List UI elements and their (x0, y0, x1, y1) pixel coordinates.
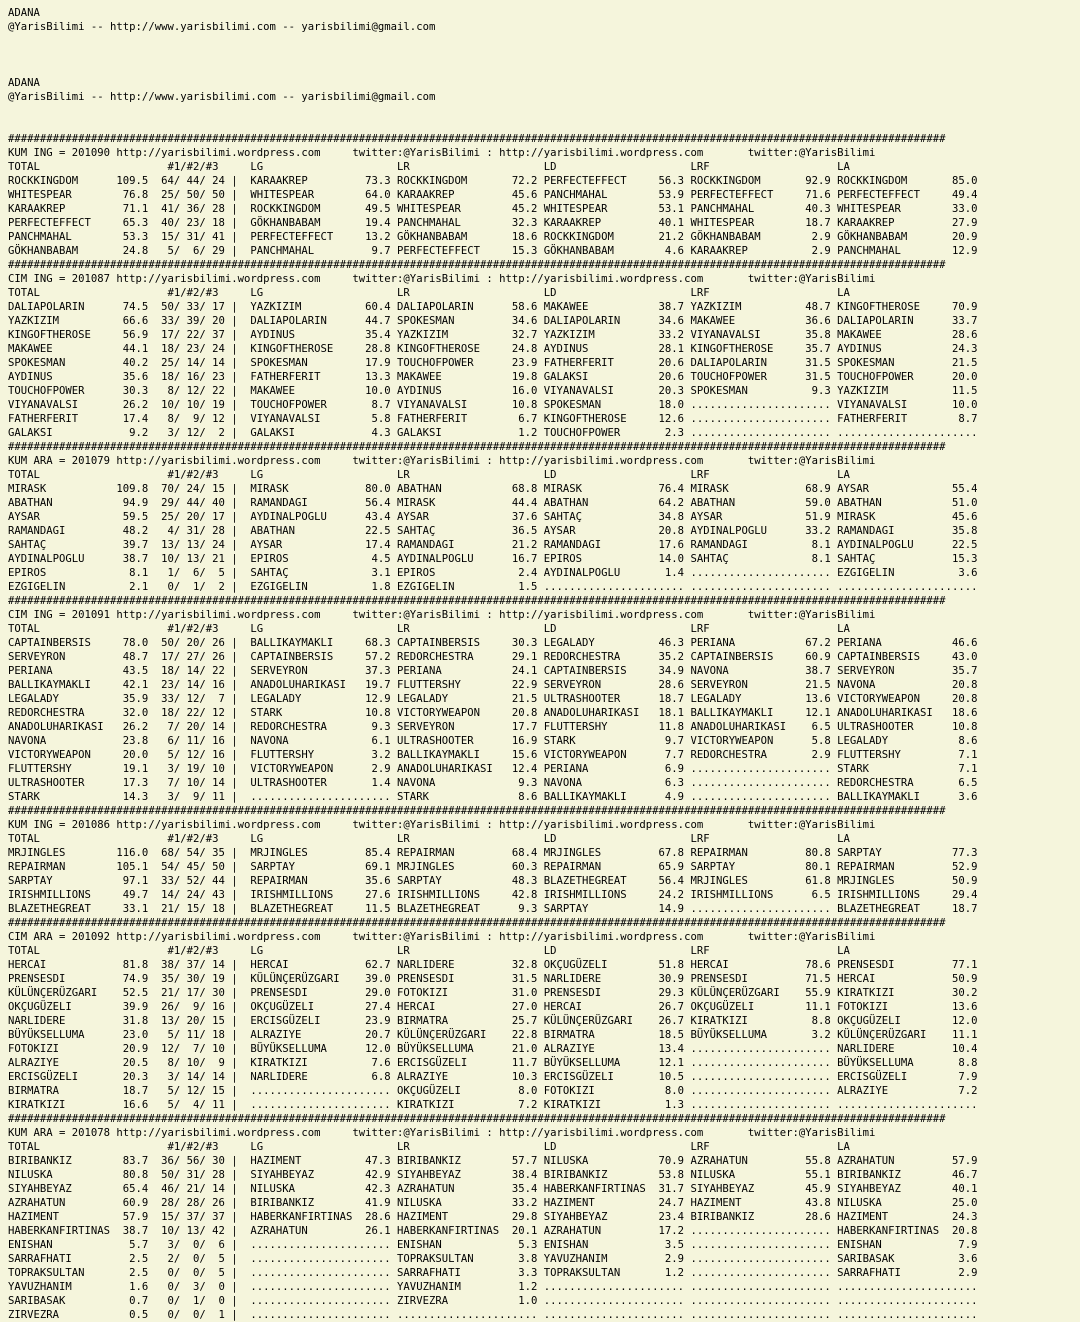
text-line: FATHERFERIT 17.4 8/ 9/ 12 | VIYANAVALSI 5.8 FATHERFERIT 6.7 KINGOFTHEROSE 12.6 ...................... FATHERFERIT 8.7 (8, 413, 978, 425)
text-line: TOTAL #1/#2/#3 LG LR LD LRF LA (8, 287, 850, 299)
text-line: IRISHMILLIONS 49.7 14/ 24/ 43 | IRISHMILLIONS 27.6 IRISHMILLIONS 42.8 IRISHMILLIONS 24.2 IRISHMILLIONS 6.5 IRISHMILLIONS 29.4 (8, 889, 978, 901)
text-line (8, 104, 1072, 118)
text-line (8, 118, 1072, 132)
text-line: TOUCHOFPOWER 30.3 8/ 12/ 22 | MAKAWEE 10.0 AYDINUS 16.0 VIYANAVALSI 20.3 SPOKESMAN 9.3 YAZKIZIM 11.5 (8, 385, 978, 397)
text-line: ADANA (8, 7, 40, 19)
text-line: TOTAL #1/#2/#3 LG LR LD LRF LA (8, 945, 850, 957)
text-line: AYDINUS 35.6 18/ 16/ 23 | FATHERFERIT 13.3 MAKAWEE 19.8 GALAKSI 20.6 TOUCHOFPOWER 31.5 TOUCHOFPOWER 20.0 (8, 371, 978, 383)
text-line: MRJINGLES 116.0 68/ 54/ 35 | MRJINGLES 85.4 REPAIRMAN 68.4 MRJINGLES 67.8 REPAIRMAN 80.8 SARPTAY 77.3 (8, 847, 978, 859)
text-line: KUM ARA = 201078 http://yarisbilimi.wordpress.com twitter:@YarisBilimi : http://yarisbilimi.wordpress.com twitter:@YarisBilimi (8, 1127, 876, 1139)
text-line: KINGOFTHEROSE 56.9 17/ 22/ 37 | AYDINUS 35.4 YAZKIZIM 32.7 YAZKIZIM 33.2 VIYANAVALSI 35.8 MAKAWEE 28.6 (8, 329, 978, 341)
text-line: ROCKKINGDOM 109.5 64/ 44/ 24 | KARAAKREP 73.3 ROCKKINGDOM 72.2 PERFECTEFFECT 56.3 ROCKKINGDOM 92.9 ROCKKINGDOM 85.0 (8, 175, 978, 187)
text-line: HAZIMENT 57.9 15/ 37/ 37 | HABERKANFIRTINAS 28.6 HAZIMENT 29.8 SIYAHBEYAZ 23.4 BIRIBANKIZ 28.6 HAZIMENT 24.3 (8, 1211, 978, 1223)
text-line (8, 34, 1072, 48)
text-line: TOPRAKSULTAN 2.5 0/ 0/ 5 | ...................... SARRAFHATI 3.3 TOPRAKSULTAN 1.2 ...................... SARRAFHATI 2.9 (8, 1267, 978, 1279)
text-line: YAZKIZIM 66.6 33/ 39/ 20 | DALIAPOLARIN 44.7 SPOKESMAN 34.6 DALIAPOLARIN 34.6 MAKAWEE 36.6 DALIAPOLARIN 33.7 (8, 315, 978, 327)
text-line: GALAKSI 9.2 3/ 12/ 2 | GALAKSI 4.3 GALAKSI 1.2 TOUCHOFPOWER 2.3 ...................... ...................... (8, 427, 978, 439)
text-line: TOTAL #1/#2/#3 LG LR LD LRF LA (8, 469, 850, 481)
text-line: BIRIBANKIZ 83.7 36/ 56/ 30 | HAZIMENT 47.3 BIRIBANKIZ 57.7 NILUSKA 70.9 AZRAHATUN 55.8 AZRAHATUN 57.9 (8, 1155, 978, 1167)
text-line: ################################################################################################################################################### (8, 805, 946, 817)
text-line: KUM ING = 201086 http://yarisbilimi.wordpress.com twitter:@YarisBilimi : http://yarisbilimi.wordpress.com twitter:@YarisBilimi (8, 819, 876, 831)
text-line: BLAZETHEGREAT 33.1 21/ 15/ 18 | BLAZETHEGREAT 11.5 BLAZETHEGREAT 9.3 SARPTAY 14.9 ...................... BLAZETHEGREAT 18.7 (8, 903, 978, 915)
text-line: ################################################################################################################################################### (8, 1113, 946, 1125)
text-line: HERCAI 81.8 38/ 37/ 14 | HERCAI 62.7 NARLIDERE 32.8 OKÇUGÜZELI 51.8 HERCAI 78.6 PRENSESDI 77.1 (8, 959, 978, 971)
text-line: CIM ING = 201091 http://yarisbilimi.wordpress.com twitter:@YarisBilimi : http://yarisbilimi.wordpress.com twitter:@YarisBilimi (8, 609, 876, 621)
text-line: REDORCHESTRA 32.0 18/ 22/ 12 | STARK 10.8 VICTORYWEAPON 20.8 ANADOLUHARIKASI 18.1 BALLIKAYMAKLI 12.1 ANADOLUHARIKASI 18.6 (8, 707, 978, 719)
text-line: BIRMATRA 18.7 5/ 12/ 15 | ...................... OKÇUGÜZELI 8.0 FOTOKIZI 8.0 ...................... ALRAZIYE 7.2 (8, 1085, 978, 1097)
text-line: AYSAR 59.5 25/ 20/ 17 | AYDINALPOGLU 43.4 AYSAR 37.6 SAHTAÇ 34.8 AYSAR 51.9 MIRASK 45.6 (8, 511, 978, 523)
text-line: PRENSESDI 74.9 35/ 30/ 19 | KÜLÜNÇERÜZGARI 39.0 PRENSESDI 31.5 NARLIDERE 30.9 PRENSESDI 71.5 HERCAI 50.9 (8, 973, 978, 985)
text-line: AYDINALPOGLU 38.7 10/ 13/ 21 | EPIROS 4.5 AYDINALPOGLU 16.7 EPIROS 14.0 SAHTAÇ 8.1 SAHTAÇ 15.3 (8, 553, 978, 565)
text-line: KÜLÜNÇERÜZGARI 52.5 21/ 17/ 30 | PRENSESDI 29.0 FOTOKIZI 31.0 PRENSESDI 29.3 KÜLÜNÇERÜZGARI 55.9 KIRATKIZI 30.2 (8, 987, 978, 999)
text-line: NAVONA 23.8 6/ 11/ 16 | NAVONA 6.1 ULTRASHOOTER 16.9 STARK 9.7 VICTORYWEAPON 5.8 LEGALADY 8.6 (8, 735, 978, 747)
text-line: FOTOKIZI 20.9 12/ 7/ 10 | BÜYÜKSELLUMA 12.0 BÜYÜKSELLUMA 21.0 ALRAZIYE 13.4 ...................... NARLIDERE 10.4 (8, 1043, 978, 1055)
text-line: ADANA (8, 77, 40, 89)
text-line: WHITESPEAR 76.8 25/ 50/ 50 | WHITESPEAR 64.0 KARAAKREP 45.6 PANCHMAHAL 53.9 PERFECTEFFECT 71.6 PERFECTEFFECT 49.4 (8, 189, 978, 201)
text-line: PANCHMAHAL 53.3 15/ 31/ 41 | PERFECTEFFECT 13.2 GÖKHANBABAM 18.6 ROCKKINGDOM 21.2 GÖKHANBABAM 2.9 GÖKHANBABAM 20.9 (8, 231, 978, 243)
text-line: YAVUZHANIM 1.6 0/ 3/ 0 | ...................... YAVUZHANIM 1.2 ...................... ...................... ...................... (8, 1281, 978, 1293)
text-line: ANADOLUHARIKASI 26.2 7/ 20/ 14 | REDORCHESTRA 9.3 SERVEYRON 17.7 FLUTTERSHY 11.8 ANADOLUHARIKASI 6.5 ULTRASHOOTER 10.8 (8, 721, 978, 733)
text-line (8, 48, 1072, 62)
text-line: AZRAHATUN 60.9 28/ 28/ 26 | BIRIBANKIZ 41.9 NILUSKA 33.2 HAZIMENT 24.7 HAZIMENT 43.8 NILUSKA 25.0 (8, 1197, 978, 1209)
text-line: PERIANA 43.5 18/ 14/ 22 | SERVEYRON 37.3 PERIANA 24.1 CAPTAINBERSIS 34.9 NAVONA 38.7 SERVEYRON 35.7 (8, 665, 978, 677)
text-line: KIRATKIZI 16.6 5/ 4/ 11 | ...................... KIRATKIZI 7.2 KIRATKIZI 1.3 ...................... ...................... (8, 1099, 978, 1111)
text-line: ABATHAN 94.9 29/ 44/ 40 | RAMANDAGI 56.4 MIRASK 44.4 ABATHAN 64.2 ABATHAN 59.0 ABATHAN 51.0 (8, 497, 978, 509)
text-line: VIYANAVALSI 26.2 10/ 10/ 19 | TOUCHOFPOWER 8.7 VIYANAVALSI 10.8 SPOKESMAN 18.0 ...................... VIYANAVALSI 10.0 (8, 399, 978, 411)
text-line: LEGALADY 35.9 33/ 12/ 7 | LEGALADY 12.9 LEGALADY 21.5 ULTRASHOOTER 18.7 LEGALADY 13.6 VICTORYWEAPON 20.8 (8, 693, 978, 705)
text-line: SIYAHBEYAZ 65.4 46/ 21/ 14 | NILUSKA 42.3 AZRAHATUN 35.4 HABERKANFIRTINAS 31.7 SIYAHBEYAZ 45.9 SIYAHBEYAZ 40.1 (8, 1183, 978, 1195)
text-line: NARLIDERE 31.8 13/ 20/ 15 | ERCISGÜZELI 23.9 BIRMATRA 25.7 KÜLÜNÇERÜZGARI 26.7 KIRATKIZI 8.8 OKÇUGÜZELI 12.0 (8, 1015, 978, 1027)
text-line: ULTRASHOOTER 17.3 7/ 10/ 14 | ULTRASHOOTER 1.4 NAVONA 9.3 NAVONA 6.3 ...................... REDORCHESTRA 6.5 (8, 777, 978, 789)
text-line: EZGIGELIN 2.1 0/ 1/ 2 | EZGIGELIN 1.8 EZGIGELIN 1.5 ...................... ...................... ...................... (8, 581, 978, 593)
text-line: TOTAL #1/#2/#3 LG LR LD LRF LA (8, 623, 850, 635)
text-line: NILUSKA 80.8 50/ 31/ 28 | SIYAHBEYAZ 42.9 SIYAHBEYAZ 38.4 BIRIBANKIZ 53.8 NILUSKA 55.1 BIRIBANKIZ 46.7 (8, 1169, 978, 1181)
text-line: @YarisBilimi -- http://www.yarisbilimi.com -- yarisbilimi@gmail.com (8, 21, 436, 33)
text-line: ZIRVEZRA 0.5 0/ 0/ 1 | ...................... ...................... ...................... ...................... ...................... (8, 1309, 978, 1321)
text-line: TOTAL #1/#2/#3 LG LR LD LRF LA (8, 1141, 850, 1153)
text-line: ################################################################################################################################################### (8, 441, 946, 453)
text-line: ALRAZIYE 20.5 8/ 10/ 9 | KIRATKIZI 7.6 ERCISGÜZELI 11.7 BÜYÜKSELLUMA 12.1 ...................... BÜYÜKSELLUMA 8.8 (8, 1057, 978, 1069)
text-line: OKÇUGÜZELI 39.9 26/ 9/ 16 | OKÇUGÜZELI 27.4 HERCAI 27.0 HERCAI 26.7 OKÇUGÜZELI 11.1 FOTOKIZI 13.6 (8, 1001, 978, 1013)
text-line: RAMANDAGI 48.2 4/ 31/ 28 | ABATHAN 22.5 SAHTAÇ 36.5 AYSAR 20.8 AYDINALPOGLU 33.2 RAMANDAGI 35.8 (8, 525, 978, 537)
text-line: MIRASK 109.8 70/ 24/ 15 | MIRASK 80.0 ABATHAN 68.8 MIRASK 76.4 MIRASK 68.9 AYSAR 55.4 (8, 483, 978, 495)
text-line: CAPTAINBERSIS 78.0 50/ 20/ 26 | BALLIKAYMAKLI 68.3 CAPTAINBERSIS 30.3 LEGALADY 46.3 PERIANA 67.2 PERIANA 46.6 (8, 637, 978, 649)
text-line: ################################################################################################################################################### (8, 917, 946, 929)
text-line: SPOKESMAN 40.2 25/ 14/ 14 | SPOKESMAN 17.9 TOUCHOFPOWER 23.9 FATHERFERIT 20.6 DALIAPOLARIN 31.5 SPOKESMAN 21.5 (8, 357, 978, 369)
text-line: SERVEYRON 48.7 17/ 27/ 26 | CAPTAINBERSIS 57.2 REDORCHESTRA 29.1 REDORCHESTRA 35.2 CAPTAINBERSIS 60.9 CAPTAINBERSIS 43.0 (8, 651, 978, 663)
text-line: HABERKANFIRTINAS 38.7 10/ 13/ 42 | AZRAHATUN 26.1 HABERKANFIRTINAS 20.1 AZRAHATUN 17.2 ...................... HABERKANFIRTINAS 20.8 (8, 1225, 978, 1237)
text-line: CIM ARA = 201092 http://yarisbilimi.wordpress.com twitter:@YarisBilimi : http://yarisbilimi.wordpress.com twitter:@YarisBilimi (8, 931, 876, 943)
text-line: MAKAWEE 44.1 18/ 23/ 24 | KINGOFTHEROSE 28.8 KINGOFTHEROSE 24.8 AYDINUS 28.1 KINGOFTHEROSE 35.7 AYDINUS 24.3 (8, 343, 978, 355)
text-line: ENISHAN 5.7 3/ 0/ 6 | ...................... ENISHAN 5.3 ENISHAN 3.5 ...................... ENISHAN 7.9 (8, 1239, 978, 1251)
text-line (8, 62, 1072, 76)
text-line: KARAAKREP 71.1 41/ 36/ 28 | ROCKKINGDOM 49.5 WHITESPEAR 45.2 WHITESPEAR 53.1 PANCHMAHAL 40.3 WHITESPEAR 33.0 (8, 203, 978, 215)
text-line: FLUTTERSHY 19.1 3/ 19/ 10 | VICTORYWEAPON 2.9 ANADOLUHARIKASI 12.4 PERIANA 6.9 ...................... STARK 7.1 (8, 763, 978, 775)
text-line: BÜYÜKSELLUMA 23.0 5/ 11/ 18 | ALRAZIYE 20.7 KÜLÜNÇERÜZGARI 22.8 BIRMATRA 18.5 BÜYÜKSELLUMA 3.2 KÜLÜNÇERÜZGARI 11.1 (8, 1029, 978, 1041)
text-line: ################################################################################################################################################### (8, 133, 946, 145)
text-line: ################################################################################################################################################### (8, 595, 946, 607)
text-line: KUM ARA = 201079 http://yarisbilimi.wordpress.com twitter:@YarisBilimi : http://yarisbilimi.wordpress.com twitter:@YarisBilimi (8, 455, 876, 467)
text-line: ################################################################################################################################################### (8, 259, 946, 271)
text-line: SARIBASAK 0.7 0/ 1/ 0 | ...................... ZIRVEZRA 1.0 ...................... ...................... ...................... (8, 1295, 978, 1307)
text-line: KUM ING = 201090 http://yarisbilimi.wordpress.com twitter:@YarisBilimi : http://yarisbilimi.wordpress.com twitter:@YarisBilimi (8, 147, 876, 159)
text-line: SAHTAÇ 39.7 13/ 13/ 24 | AYSAR 17.4 RAMANDAGI 21.2 RAMANDAGI 17.6 RAMANDAGI 8.1 AYDINALPOGLU 22.5 (8, 539, 978, 551)
text-line: SARRAFHATI 2.5 2/ 0/ 5 | ...................... TOPRAKSULTAN 3.8 YAVUZHANIM 2.9 ...................... SARIBASAK 3.6 (8, 1253, 978, 1265)
text-line: VICTORYWEAPON 20.0 5/ 12/ 16 | FLUTTERSHY 3.2 BALLIKAYMAKLI 15.6 VICTORYWEAPON 7.7 REDORCHESTRA 2.9 FLUTTERSHY 7.1 (8, 749, 978, 761)
text-line: EPIROS 8.1 1/ 6/ 5 | SAHTAÇ 3.1 EPIROS 2.4 AYDINALPOGLU 1.4 ...................... EZGIGELIN 3.6 (8, 567, 978, 579)
text-line: SARPTAY 97.1 33/ 52/ 44 | REPAIRMAN 35.6 SARPTAY 48.3 BLAZETHEGREAT 56.4 MRJINGLES 61.8 MRJINGLES 50.9 (8, 875, 978, 887)
text-line: STARK 14.3 3/ 9/ 11 | ...................... STARK 8.6 BALLIKAYMAKLI 4.9 ...................... BALLIKAYMAKLI 3.6 (8, 791, 978, 803)
text-line: CIM ING = 201087 http://yarisbilimi.wordpress.com twitter:@YarisBilimi : http://yarisbilimi.wordpress.com twitter:@YarisBilimi (8, 273, 876, 285)
text-line: PERFECTEFFECT 65.3 40/ 23/ 18 | GÖKHANBABAM 19.4 PANCHMAHAL 32.3 KARAAKREP 40.1 WHITESPEAR 18.7 KARAAKREP 27.9 (8, 217, 978, 229)
text-line: ERCISGÜZELI 20.3 3/ 14/ 14 | NARLIDERE 6.8 ALRAZIYE 10.3 ERCISGÜZELI 10.5 ...................... ERCISGÜZELI 7.9 (8, 1071, 978, 1083)
text-line: DALIAPOLARIN 74.5 50/ 33/ 17 | YAZKIZIM 60.4 DALIAPOLARIN 58.6 MAKAWEE 38.7 YAZKIZIM 48.7 KINGOFTHEROSE 70.9 (8, 301, 978, 313)
text-line: REPAIRMAN 105.1 54/ 45/ 50 | SARPTAY 69.1 MRJINGLES 60.3 REPAIRMAN 65.9 SARPTAY 80.1 REPAIRMAN 52.9 (8, 861, 978, 873)
text-line: TOTAL #1/#2/#3 LG LR LD LRF LA (8, 833, 850, 845)
text-line: BALLIKAYMAKLI 42.1 23/ 14/ 16 | ANADOLUHARIKASI 19.7 FLUTTERSHY 22.9 SERVEYRON 28.6 SERVEYRON 21.5 NAVONA 20.8 (8, 679, 978, 691)
text-line: TOTAL #1/#2/#3 LG LR LD LRF LA (8, 161, 850, 173)
text-line: @YarisBilimi -- http://www.yarisbilimi.com -- yarisbilimi@gmail.com (8, 91, 436, 103)
text-line: GÖKHANBABAM 24.8 5/ 6/ 29 | PANCHMAHAL 9.7 PERFECTEFFECT 15.3 GÖKHANBABAM 4.6 KARAAKREP 2.9 PANCHMAHAL 12.9 (8, 245, 978, 257)
